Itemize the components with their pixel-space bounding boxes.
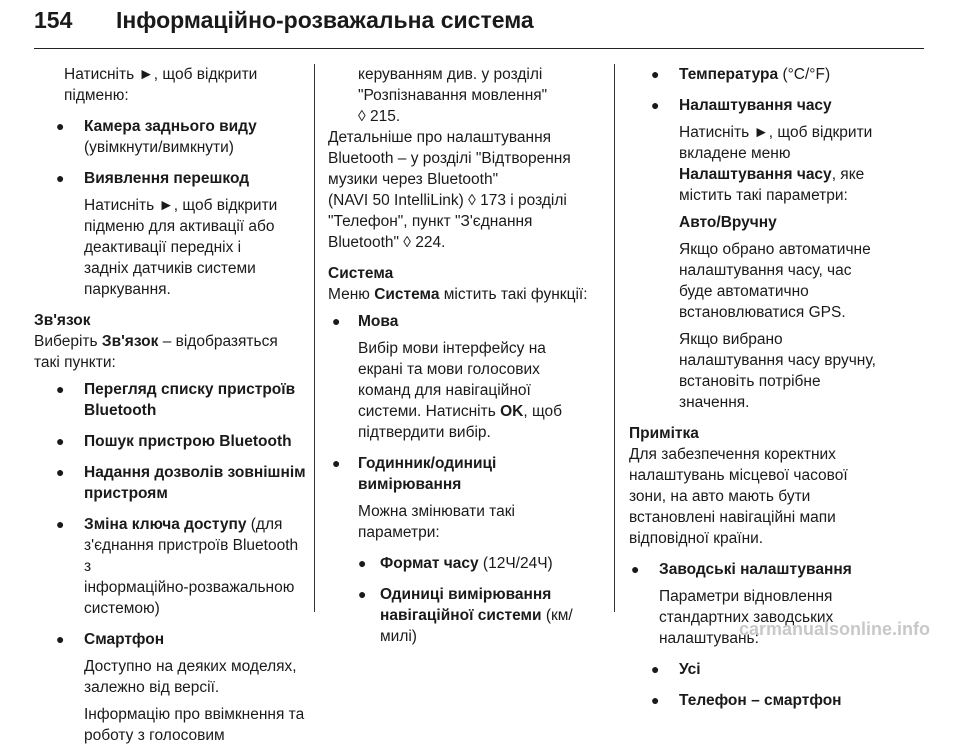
text-line: навігаційної системи (км/: [380, 607, 573, 624]
list-item: ● Смартфон: [56, 631, 165, 648]
bullet-icon: ●: [56, 170, 65, 186]
text-line: задніх датчиків системи: [84, 260, 256, 277]
page-header: [34, 6, 924, 50]
text-line: керуванням див. у розділі: [358, 66, 543, 83]
text-line: встановлюватися GPS.: [679, 304, 846, 321]
text-line: такі пункти:: [34, 354, 116, 371]
text-line: Для забезпечення коректних: [629, 446, 836, 463]
text-line: Натисніть ►, щоб відкрити: [84, 197, 278, 214]
text-line: підтвердити вибір.: [358, 424, 491, 441]
text-line: Bluetooth" ◊ 224.: [328, 234, 446, 251]
page-title: Інформаційно-розважальна система: [116, 7, 534, 33]
list-item: ● Заводські налаштування: [631, 561, 852, 578]
watermark: carmanualsonline.info: [738, 619, 930, 639]
text-line: інформаційно-розважальною: [84, 579, 295, 596]
text-line: музики через Bluetooth": [328, 171, 499, 188]
text-line: роботу з голосовим: [84, 727, 225, 744]
text-line: налаштувань місцевої часової: [629, 467, 848, 484]
list-item: ● Зміна ключа доступу (для: [56, 516, 283, 533]
column-1: [34, 64, 306, 746]
text-line: налаштування часу, час: [679, 262, 852, 279]
text-line: екрані та мови голосових: [358, 361, 540, 378]
column-divider-1: [314, 64, 315, 612]
text-line: відповідної країни.: [629, 530, 764, 547]
text-line: містить такі параметри:: [679, 187, 848, 204]
list-item: ● Телефон – смартфон: [651, 692, 842, 709]
column-3: [629, 64, 897, 711]
text-line: Доступно на деяких моделях,: [84, 658, 297, 675]
text-line: Виберіть Зв'язок – відобразяться: [34, 333, 278, 350]
bullet-icon: ●: [651, 97, 660, 113]
text-line: Натисніть ►, щоб відкрити: [64, 66, 258, 83]
text-line: з'єднання пристроїв Bluetooth з: [84, 537, 299, 575]
column-divider-2: [614, 64, 615, 612]
bullet-icon: ●: [651, 66, 660, 82]
text-line: системою): [84, 600, 160, 617]
section-heading: Система: [328, 265, 394, 282]
text-line: встановіть потрібне: [679, 373, 821, 390]
text-line: Вибір мови інтерфейсу на: [358, 340, 546, 357]
bullet-icon: ●: [651, 661, 660, 677]
bullet-icon: ●: [332, 313, 341, 329]
text-line: підменю для активації або: [84, 218, 275, 235]
text-line: залежно від версії.: [84, 679, 220, 696]
text-line: "Розпізнавання мовлення": [358, 87, 548, 104]
text-line: зони, на авто мають бути: [629, 488, 811, 505]
list-item: ● Годинник/одиниці вимірювання: [332, 455, 497, 493]
bullet-icon: ●: [358, 555, 367, 571]
text-line: параметри:: [358, 524, 440, 541]
list-item: ● Температура (°C/°F): [651, 66, 831, 83]
bullet-icon: ●: [651, 692, 660, 708]
text-line: Інформацію про ввімкнення та: [84, 706, 305, 723]
text-line: Bluetooth: [84, 402, 157, 419]
text-line: команд для навігаційної: [358, 382, 531, 399]
list-item: ● Виявлення перешкод: [56, 170, 250, 187]
page-number: 154: [34, 7, 73, 33]
section-heading: Зв'язок: [34, 312, 91, 329]
bullet-icon: ●: [56, 118, 65, 134]
column-2: [328, 64, 600, 647]
bullet-icon: ●: [56, 381, 65, 397]
list-item: ● Перегляд списку пристроїв: [56, 381, 296, 398]
text-line: Bluetooth – у розділі "Відтворення: [328, 150, 571, 167]
text-line: милі): [380, 628, 417, 645]
bullet-icon: ●: [56, 631, 65, 647]
text-line: стандартних заводських: [659, 609, 834, 626]
bullet-icon: ●: [56, 464, 65, 480]
text-line: підменю:: [64, 87, 129, 104]
list-item: ● Мова: [332, 313, 399, 330]
text-line: значення.: [679, 394, 750, 411]
text-line: Можна змінювати такі: [358, 503, 515, 520]
text-line: Натисніть ►, щоб відкрити: [679, 124, 873, 141]
bullet-icon: ●: [56, 433, 65, 449]
text-line: Параметри відновлення: [659, 588, 833, 605]
list-item: ● Формат часу (12Ч/24Ч): [358, 555, 553, 572]
bullet-icon: ●: [358, 586, 367, 602]
text-line: Детальніше про налаштування: [328, 129, 552, 146]
note-heading: Примітка: [629, 425, 699, 442]
text-line: системи. Натисніть OK, щоб: [358, 403, 563, 420]
text-line: ◊ 215.: [358, 108, 401, 125]
text-line: деактивації передніх і: [84, 239, 242, 256]
list-item: ● Пошук пристрою Bluetooth: [56, 433, 292, 450]
text-line: вкладене меню: [679, 145, 791, 162]
option-label: Авто/Вручну: [679, 214, 777, 231]
bullet-icon: ●: [332, 455, 341, 471]
list-item: ● Надання дозволів зовнішнім: [56, 464, 306, 481]
bullet-icon: ●: [631, 561, 640, 577]
list-item: ● Камера заднього виду: [56, 118, 257, 135]
text-line: (NAVI 50 IntelliLink) ◊ 173 і розділі: [328, 192, 567, 209]
text-line: налаштувань:: [659, 630, 759, 647]
header-rule: [34, 48, 924, 49]
text-line: Меню Система містить такі функції:: [328, 286, 588, 303]
list-item: ● Усі: [651, 661, 701, 678]
text-line: паркування.: [84, 281, 171, 298]
text-line: налаштування часу вручну,: [679, 352, 876, 369]
text-line: Якщо обрано автоматичне: [679, 241, 871, 258]
text-line: (увімкнути/вимкнути): [84, 139, 234, 156]
text-line: буде автоматично: [679, 283, 809, 300]
list-item: ● Налаштування часу: [651, 97, 832, 114]
text-line: "Телефон", пункт "З'єднання: [328, 213, 533, 230]
text-line: встановлені навігаційні мапи: [629, 509, 836, 526]
text-line: пристроям: [84, 485, 168, 502]
bullet-icon: ●: [56, 516, 65, 532]
text-line: Якщо вибрано: [679, 331, 783, 348]
list-item: ● Одиниці вимірювання: [358, 586, 552, 603]
text-line: Налаштування часу, яке: [679, 166, 865, 183]
